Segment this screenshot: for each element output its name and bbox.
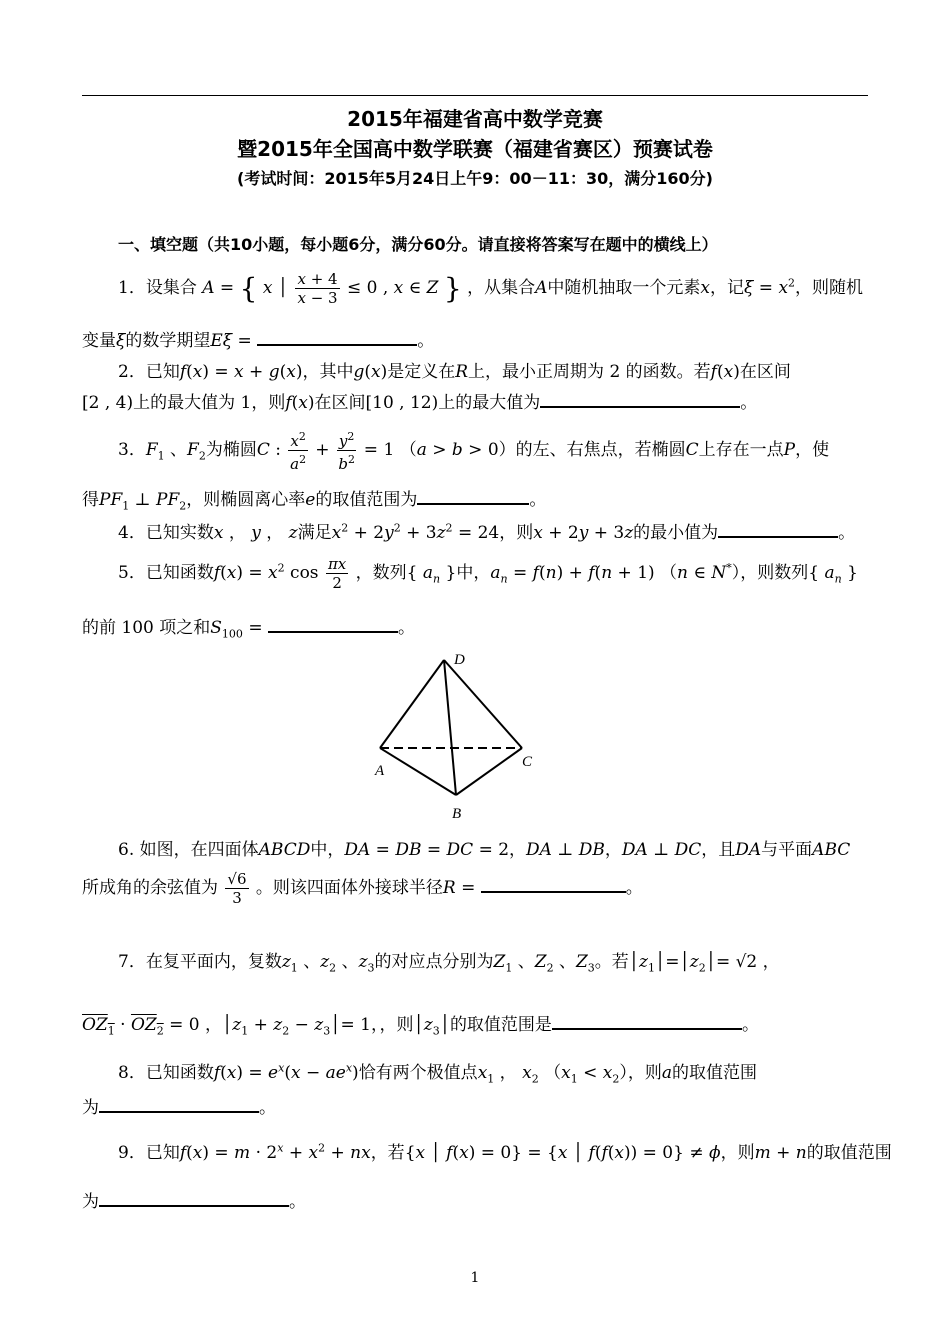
page-number: 1 [470, 1270, 480, 1286]
problem-2: 2．已知f(x) = x + g(x)，其中g(x)是定义在R上，最小正周期为 2 的函数。若f(x)在区间 [118, 362, 791, 382]
problem-5-cont: 的前 100 项之和$S_{100}$ = 。 [82, 618, 415, 641]
exam-time-info: (考试时间：2015年5月24日上午9：00－11：30，满分160分) [237, 169, 713, 188]
problem-7: 7．在复平面内，复数$z_1$ 、$z_2$ 、$z_3$的对应点分别为$Z_1$ 、$Z_2$ 、$Z_3$。若$│z_1│=│z_2│= √2$ ， [118, 952, 780, 975]
top-rule [82, 95, 868, 96]
vertex-label-D: D [454, 652, 465, 668]
answer-blank-8[interactable] [99, 1097, 259, 1113]
exam-title: 2015年福建省高中数学竞赛 [347, 107, 603, 131]
problem-4: 4．已知实数x ， y ， z满足$x^2 + 2y^2 + 3z^2 = 24$，则x + 2y + 3z的最小值为 。 [118, 521, 856, 543]
answer-blank-6[interactable] [481, 877, 626, 893]
vertex-label-A: A [375, 763, 385, 779]
answer-blank-4[interactable] [718, 522, 838, 538]
tetrahedron-figure [360, 648, 550, 826]
problem-5: 5．已知函数$f(x) = x^2$ cos $\frac{\pi x}{2}$ ，数列{ $a_n$ }中，$a_n = f(n) + f(n + 1)$ （n ∈ N*），则数列{ $a_n$ } [118, 555, 858, 592]
answer-blank-5[interactable] [268, 617, 398, 633]
edge-DA [380, 660, 444, 748]
problem-9: 9．已知$f(x) = m \cdot 2^x + x^2$ + nx，若{x │ f(x) = 0} = {x │ f(f(x)) = 0} ≠ ϕ，则m + n的取值范围 [118, 1141, 892, 1163]
answer-blank-2[interactable] [540, 392, 740, 408]
problem-3-cont: 得$PF_1$ ⊥ $PF_2$，则椭圆离心率e的取值范围为 。 [82, 490, 547, 513]
vertex-label-B: B [452, 806, 462, 822]
problem-9-cont: 为 。 [82, 1192, 306, 1212]
problem-1: 1．设集合 A = { x │ $\frac{x + 4}{x - 3}$ ≤ 0 , x ∈ Z } ，从集合A中随机抽取一个元素x，记$\xi = x^2$，则随机 [118, 270, 864, 307]
section-heading: 一、填空题（共10小题，每小题6分，满分60分。请直接将答案写在题中的横线上） [118, 235, 718, 254]
vertex-label-C: C [522, 754, 533, 770]
problem-1-cont: 变量ξ的数学期望Eξ = 。 [82, 331, 435, 351]
edge-DB [444, 660, 456, 795]
answer-blank-7[interactable] [552, 1014, 742, 1030]
problem-8-cont: 为 。 [82, 1098, 276, 1118]
edge-AB [380, 748, 456, 795]
problem-8: 8．已知函数$f(x) = e^x(x - ae^x)$恰有两个极值点$x_1$ ， $x_2$ $(x_1 < x_2)$，则a的取值范围 [118, 1061, 757, 1086]
edge-BC [456, 748, 522, 795]
answer-blank-3[interactable] [417, 489, 529, 505]
problem-2-cont: [2 , 4)上的最大值为 1，则f(x)在区间[10 , 12)上的最大值为 。 [82, 393, 758, 413]
problem-3: 3．$F_1$ 、$F_2$为椭圆C : $\frac{x^2}{a^2}$ + $\frac{y^2}{b^2}$ = 1 （a > b > 0）的左、右焦点，若椭圆C上存在一点P，使 [118, 430, 830, 473]
answer-blank-9[interactable] [99, 1191, 289, 1207]
problem-6: 6. 如图，在四面体ABCD中，DA = DB = DC = 2，DA ⊥ DB，DA ⊥ DC，且DA与平面ABC [118, 840, 851, 860]
exam-title-secondary: 暨2015年全国高中数学联赛（福建省赛区）预赛试卷 [237, 137, 713, 161]
answer-blank-1[interactable] [257, 330, 417, 346]
problem-6-cont: 所成角的余弦值为 $\frac{√6}{3}$ 。则该四面体外接球半径R = 。 [82, 870, 643, 907]
problem-7-cont: $OZ_1 \cdot OZ_2 = 0$ ，$│z_1 + z_2$ − $z_3│= 1$，，则$│z_3│$的取值范围是 。 [82, 1015, 759, 1038]
edge-DC [444, 660, 522, 748]
